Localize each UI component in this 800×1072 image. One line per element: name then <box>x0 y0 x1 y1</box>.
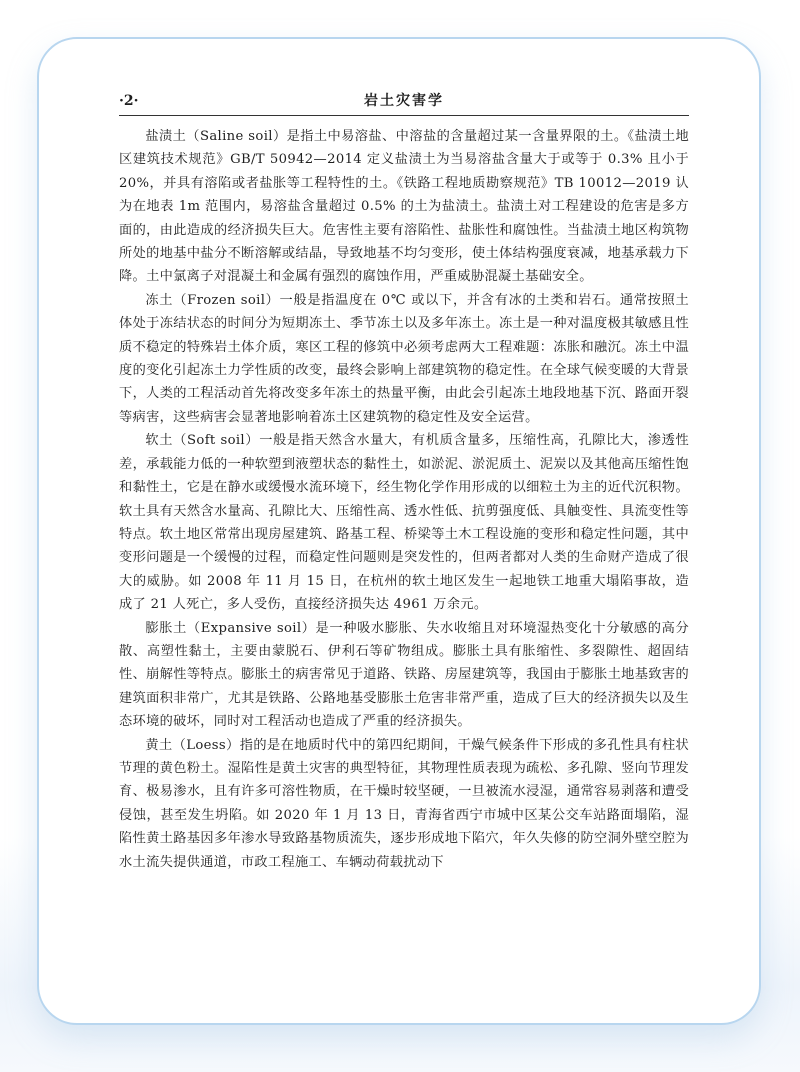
paragraph-soft-soil: 软土（Soft soil）一般是指天然含水量大，有机质含量多，压缩性高，孔隙比大，渗透性差，承载能力低的一种软塑到液塑状态的黏性土，如淤泥、淤泥质土、泥炭以及其他高压缩性饱和黏性土，它是在静水或缓慢水流环境下，经生物化学作用形成的以细粒土为主的近代沉积物。软土具有天然含水量高、孔隙比大、压缩性高、透水性低、抗剪强度低、具触变性、具流变性等特点。软土地区常常出现房屋建筑、路基工程、桥梁等土木工程设施的变形和稳定性问题，其中变形问题是一个缓慢的过程，而稳定性问题则是突发性的，但两者都对人类的生命财产造成了很大的威胁。如 2008 年 11 月 15 日，在杭州的软土地区发生一起地铁工地重大塌陷事故，造成了 21 人死亡，多人受伤，直接经济损失达 4961 万余元。 <box>119 433 689 613</box>
paragraph-frozen-soil: 冻土（Frozen soil）一般是指温度在 0℃ 或以下，并含有冰的土类和岩石。通常按照土体处于冻结状态的时间分为短期冻土、季节冻土以及多年冻土。冻土是一种对温度极其敏感且性质不稳定的特殊岩土体介质，寒区工程的修筑中必须考虑两大工程难题：冻胀和融沉。冻土中温度的变化引起冻土力学性质的改变，最终会影响上部建筑物的稳定性。在全球气候变暖的大背景下，人类的工程活动首先将改变多年冻土的热量平衡，由此会引起冻土地段地基下沉、路面开裂等病害，这些病害会显著地影响着冻土区建筑物的稳定性及安全运营。 <box>119 292 689 425</box>
book-title: 岩土灾害学 <box>364 93 444 109</box>
book-page <box>119 90 689 874</box>
running-header <box>119 90 689 112</box>
paragraph-loess: 黄土（Loess）指的是在地质时代中的第四纪期间，干燥气候条件下形成的多孔性具有柱状节理的黄色粉土。湿陷性是黄土灾害的典型特征，其物理性质表现为疏松、多孔隙、竖向节理发育、极易渗水，且有许多可溶性物质，在干燥时较坚硬，一旦被流水浸湿，通常容易剥落和遭受侵蚀，甚至发生坍陷。如 2020 年 1 月 13 日，青海省西宁市城中区某公交车站路面塌陷，湿陷性黄土路基因多年渗水导致路基物质流失，逐步形成地下陷穴，年久失修的防空洞外壁空腔为水土流失提供通道，市政工程施工、车辆动荷载扰动下 <box>119 737 689 870</box>
header-rule <box>119 115 689 116</box>
paragraph-expansive-soil: 膨胀土（Expansive soil）是一种吸水膨胀、失水收缩且对环境湿热变化十分敏感的高分散、高塑性黏土，主要由蒙脱石、伊利石等矿物组成。膨胀土具有胀缩性、多裂隙性、超固结性、崩解性等特点。膨胀土的病害常见于道路、铁路、房屋建筑等，我国由于膨胀土地基致害的建筑面积非常广，尤其是铁路、公路地基受膨胀土危害非常严重，造成了巨大的经济损失以及生态环境的破坏，同时对工程活动也造成了严重的经济损失。 <box>119 620 689 730</box>
paragraph-saline-soil: 盐渍土（Saline soil）是指土中易溶盐、中溶盐的含量超过某一含量界限的土。《盐渍土地区建筑技术规范》GB/T 50942—2014 定义盐渍土为当易溶盐含量大于或等于 0.3% 且小于 20%，并具有溶陷或者盐胀等工程特性的土。《铁路工程地质勘察规范》TB 10012—2019 认为在地表 1m 范围内，易溶盐含量超过 0.5% 的土为盐渍土。盐渍土对工程建设的危害是多方面的，由此造成的经济损失巨大。危害性主要有溶陷性、盐胀性和腐蚀性。当盐渍土地区构筑物所处的地基中盐分不断溶解或结晶，导致地基不均匀变形，使土体结构强度衰减，地基承载力下降。土中氯离子对混凝土和金属有强烈的腐蚀作用，严重威胁混凝土基础安全。 <box>119 129 689 285</box>
page-number: ·2· <box>119 93 139 109</box>
